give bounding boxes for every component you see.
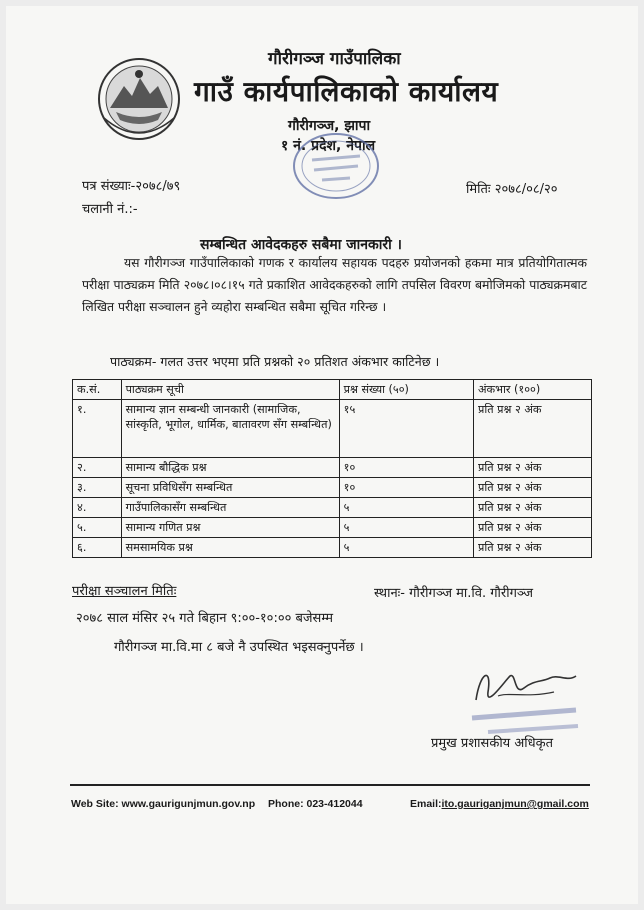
exam-time: २०७८ साल मंसिर २५ गते बिहान ९:००-१०:०० बजेसम्म xyxy=(76,611,333,626)
cell-questions: ५ xyxy=(339,518,473,538)
table-row xyxy=(73,478,592,498)
cell-questions: १० xyxy=(339,458,473,478)
cell-marks: प्रति प्रश्न २ अंक xyxy=(473,400,591,458)
table-row xyxy=(73,498,592,518)
reference-number xyxy=(82,176,180,194)
cell-marks: प्रति प्रश्न २ अंक xyxy=(473,478,591,498)
cell-topic: गाउँपालिकासँग सम्बन्धित xyxy=(121,498,339,518)
letter-date xyxy=(466,179,558,197)
cell-topic: सूचना प्रविधिसँग सम्बन्धित xyxy=(121,478,339,498)
letter-page xyxy=(6,6,638,904)
date-value: २०७८/०८/२० xyxy=(494,182,558,197)
table-header-row xyxy=(73,380,592,400)
signatory-title: प्रमुख प्रशासकीय अधिकृत xyxy=(431,736,554,751)
email-label: Email: xyxy=(410,798,442,810)
cell-marks: प्रति प्रश्न २ अंक xyxy=(473,458,591,478)
cell-marks: प्रति प्रश्न २ अंक xyxy=(473,538,591,558)
cell-questions: १५ xyxy=(339,400,473,458)
cell-serial: २. xyxy=(73,458,122,478)
cell-topic: सामान्य ज्ञान सम्बन्धी जानकारी (सामाजिक, सांस्कृति, भूगोल, धार्मिक, बातावरण सँग सम्बन्धित) xyxy=(121,400,339,458)
cell-serial: ५. xyxy=(73,518,122,538)
letter-subject: सम्बन्धित आवेदकहरु सबैमा जानकारी । xyxy=(200,237,402,253)
footer-email xyxy=(410,798,589,810)
header-serial: क.सं. xyxy=(73,380,122,400)
cell-topic: समसामयिक प्रश्न xyxy=(121,538,339,558)
date-label: मितिः xyxy=(466,182,491,197)
table-row xyxy=(73,538,592,558)
syllabus-note: पाठ्यक्रम- गलत उत्तर भएमा प्रति प्रश्नको २० प्रतिशत अंकभार काटिनेछ । xyxy=(110,354,440,369)
exam-venue: स्थानः- गौरीगञ्ज मा.वि. गौरीगञ्ज xyxy=(374,586,534,601)
cell-topic: सामान्य गणित प्रश्न xyxy=(121,518,339,538)
cell-marks: प्रति प्रश्न २ अंक xyxy=(473,518,591,538)
cell-questions: ५ xyxy=(339,538,473,558)
footer-website: Web Site: www.gaurigunjmun.gov.np xyxy=(71,798,256,810)
cell-serial: ३. xyxy=(73,478,122,498)
cell-marks: प्रति प्रश्न २ अंक xyxy=(473,498,591,518)
cell-serial: ४. xyxy=(73,498,122,518)
attendance-note: गौरीगञ्ज मा.वि.मा ८ बजे नै उपस्थित भइसक्नुपर्नेछ । xyxy=(114,640,364,655)
email-address: ito.gauriganjmun@gmail.com xyxy=(441,798,589,810)
table-row xyxy=(73,518,592,538)
office-seal-stamp xyxy=(290,130,382,202)
cell-topic: सामान्य बौद्धिक प्रश्न xyxy=(121,458,339,478)
cell-questions: ५ xyxy=(339,498,473,518)
office-location: गौरीगञ्ज, झापा xyxy=(288,118,371,134)
footer-phone: Phone: 023-412044 xyxy=(268,798,363,810)
footer-divider xyxy=(70,784,590,786)
nepal-emblem-logo xyxy=(96,56,182,142)
cell-questions: १० xyxy=(339,478,473,498)
cell-serial: ६. xyxy=(73,538,122,558)
cell-serial: १. xyxy=(73,400,122,458)
table-row xyxy=(73,400,592,458)
table-row xyxy=(73,458,592,478)
office-name: गाउँ कार्यपालिकाको कार्यालय xyxy=(194,75,499,108)
exam-date-label: परीक्षा सञ्चालन मितिः xyxy=(72,584,177,599)
letter-body xyxy=(82,252,587,318)
syllabus-table xyxy=(72,379,592,558)
body-paragraph: यस गौरीगञ्ज गाउँपालिकाको गणक र कार्यालय सहायक पदहरु प्रयोजनको हकमा मात्र प्रतियोगितात्मक परीक्षा पाठ्यक्रम मिति २०७८।०८।१५ गते प्रकाशित आवेदकहरुको लागि तपसिल विवरण बमोजिमको पाठ्यक्रमबाट लिखित परीक्षा सञ्चालन हुने व्यहोरा सम्बन्धित सबैमा सूचित गरिन्छ । xyxy=(82,255,587,314)
municipality-name: गौरीगञ्ज गाउँपालिका xyxy=(268,49,401,69)
province-name: १ नं. प्रदेश, नेपाल xyxy=(281,138,376,154)
ref-label: पत्र संख्याः- xyxy=(82,179,136,194)
header-marks: अंकभार (१००) xyxy=(473,380,591,400)
dispatch-number-label: चलानी नं.:- xyxy=(82,202,138,217)
header-questions: प्रश्न संख्या (५०) xyxy=(339,380,473,400)
header-topic: पाठ्यक्रम सूची xyxy=(121,380,339,400)
ref-value: २०७८/७९ xyxy=(135,179,181,194)
